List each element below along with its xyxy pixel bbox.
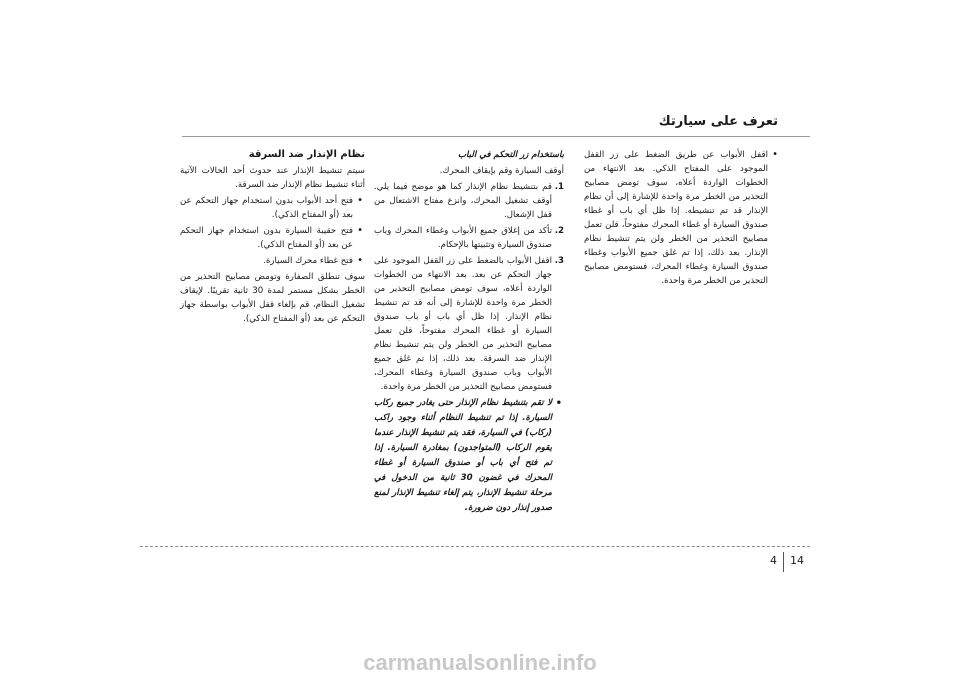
page-title: تعرف على سيارتك xyxy=(658,114,778,129)
page-number-divider xyxy=(783,552,784,572)
step-number: 2. xyxy=(554,226,564,236)
page-number-box xyxy=(760,552,810,574)
step-3 xyxy=(374,254,564,394)
bullet-hood-opened: • فتح غطاء محرك السيارة. xyxy=(180,254,365,268)
bullet-trunk-opened: • فتح حقيبة السيارة بدون استخدام جهاز التحكم عن بعد (أو المفتاح الذكي). xyxy=(180,224,365,252)
chapter-number: 4 xyxy=(770,554,777,567)
header-divider xyxy=(182,136,810,137)
step-text: اقفل الأبواب بالضغط على زر القفل الموجود على جهاز التحكم عن بعد. بعد الانتهاء من الخطوات الواردة أعلاه، سوف تومض مصابيح التحذير من الخطر مرة واحدة للإشارة إلى أنه قد تم تنشيط نظام الإنذار. إذا ظل أي باب أو باب صندوق السيارة أو غطاء المحرك مفتوحاً، فلن تعمل مصابيح التحذير من الخطر ولن يتم تنشيط نظام الإنذار ضد السرقة. بعد ذلك، إذا تم غلق جميع الأبواب وباب صندوق السيارة وغطاء المحرك، فستومض مصابيح التحذير من الخطر مرة واحدة. xyxy=(374,256,552,392)
step-number: 1. xyxy=(554,182,564,192)
left-column xyxy=(180,148,365,328)
section-heading: نظام الإنذار ضد السرقة xyxy=(248,149,365,160)
step-2 xyxy=(374,224,564,252)
step-text: تأكد من إغلاق جميع الأبواب وغطاء المحرك وباب صندوق السيارة وتثبيتها بالإحكام. xyxy=(374,226,552,250)
right-column xyxy=(584,148,778,290)
step-1 xyxy=(374,180,564,222)
footer-divider xyxy=(140,546,810,547)
watermark: carmanualsonline.info xyxy=(363,650,597,675)
bullet-lock-doors-smart-key: • اقفل الأبواب عن طريق الضغط على زر القفل الموجود على المفتاح الذكي. بعد الانتهاء من الخطوات الواردة أعلاه، سوف تومض مصابيح التحذير من الخطر مرة واحدة للإشارة إلى أن نظام الإنذار قد تم تنشيطه. إذا ظل أي باب أو غطاء صندوق السيارة أو غطاء المحرك مفتوحاً، فلن تعمل مصابيح التحذير من الخطر ولن يتم تنشيط نظام الإنذار. بعد ذلك، إذا تم غلق جميع الأبواب وغطاء صندوق السيارة وغطاء المحرك، فستومض مصابيح التحذير من الخطر مرة واحدة. xyxy=(584,148,778,288)
intro-text: أوقف السيارة وقم بإيقاف المحرك. xyxy=(439,166,564,176)
warning-note: • لا تقم بتنشيط نظام الإنذار حتى يغادر جميع ركاب السيارة. إذا تم تنشيط النظام أثناء وجود راكب (ركاب) في السيارة، فقد يتم تنشيط الإنذار عندما يقوم الركاب (المتواجدون) بمغادرة السيارة. إذا تم فتح أي باب أو صندوق السيارة أو غطاء المحرك في غضون 30 ثانية من الدخول في مرحلة تنشيط الإنذار، يتم إلغاء تنشيط الإنذار لمنع صدور إنذار دون ضرورة. xyxy=(374,396,564,516)
page-number: 14 xyxy=(790,554,804,567)
step-text: قم بتنشيط نظام الإنذار كما هو موضح فيما يلي. أوقف تشغيل المحرك، وانزع مفتاح الاشتعال من قفل الإشعال. xyxy=(374,182,552,220)
closing-text: سوف تنطلق الصفارة وتومض مصابيح التحذير من الخطر بشكل مستمر لمدة 30 ثانية تقريبًا. لإيقاف تشغيل النظام، قم بإلغاء قفل الأبواب بواسطة جهاز التحكم عن بعد (أو المفتاح الذكي). xyxy=(180,272,365,324)
bullet-door-opened: • فتح أحد الأبواب بدون استخدام جهاز التحكم عن بعد (أو المفتاح الذكي). xyxy=(180,194,365,222)
middle-column xyxy=(374,148,564,518)
section-subheading: باستخدام زر التحكم في الباب xyxy=(457,150,564,160)
step-number: 3. xyxy=(554,256,564,266)
intro-text: سيتم تنشيط الإنذار عند حدوث أحد الحالات الآتية أثناء تنشيط نظام الإنذار ضد السرقة. xyxy=(180,166,365,190)
